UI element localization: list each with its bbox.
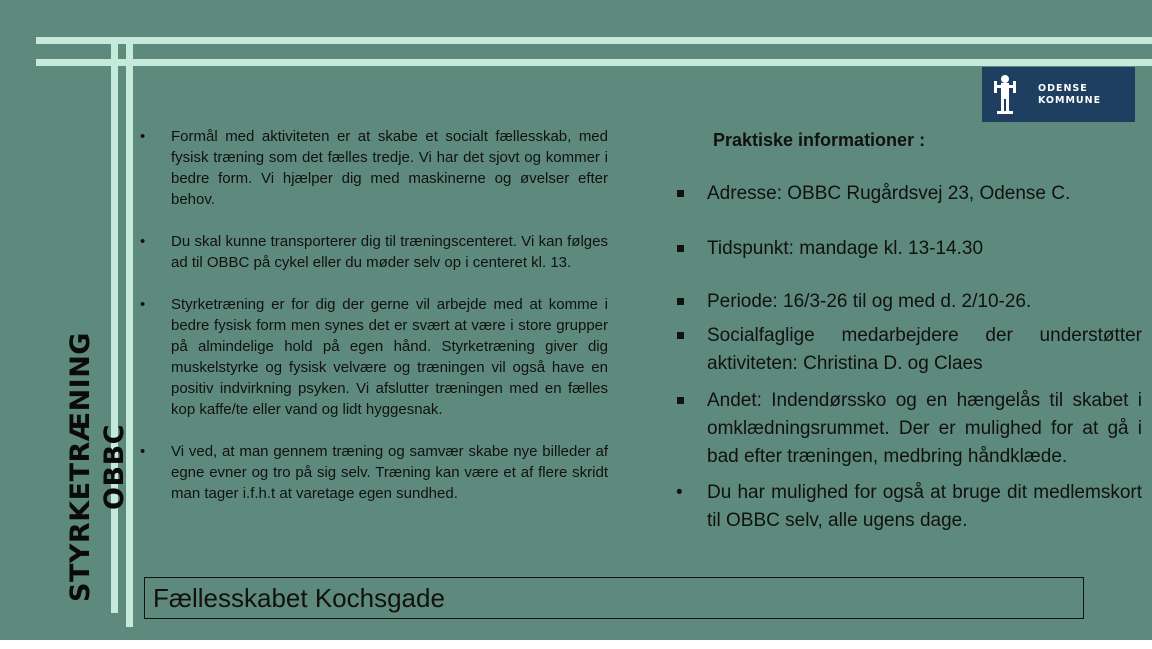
bullet-icon: • [140,443,146,460]
logo-text [1038,83,1101,107]
list-item [140,441,608,504]
info-item-period [676,288,1142,316]
info-item-membership [676,479,1142,535]
square-bullet-icon [677,332,684,339]
decorative-vertical-line [126,37,133,627]
square-bullet-icon [677,298,684,305]
list-item [140,126,608,210]
decorative-vertical-line [111,37,118,613]
info-heading: Praktiske informationer : [713,130,926,150]
square-bullet-icon [677,245,684,252]
info-item-time [676,235,1142,263]
footer-title: Fællesskabet Kochsgade [153,583,445,613]
footer-box [144,577,1084,619]
info-item-text: Tidspunkt: mandage kl. 13-14.30 [707,238,984,259]
list-item-text: Styrketræning er for dig der gerne vil arbejde med at komme i bedre fysisk form men synes det er svært at være i store grupper på almindelige hold på egen hånd. Styrketræning giver dig muskelstyrke og fysisk velvære og træningen vil også have en positiv indvirkning psyken. Vi afslutter træningen med en fælles kop kaffe/te eller vand og lidt hyggesnak. [171,296,608,418]
info-item-address [676,180,1142,208]
vertical-title: STYRKETRÆNING OBBC [65,332,130,602]
odense-kommune-logo [982,67,1135,122]
info-item-text: Du har mulighed for også at bruge dit medlemskort til OBBC selv, alle ugens dage. [707,482,1142,531]
practical-info-list [676,180,1142,535]
info-item-text: Socialfaglige medarbejdere der understøtter aktiviteten: Christina D. og Claes [707,325,1142,374]
list-item [140,294,608,420]
activity-description-list [140,126,608,525]
decorative-horizontal-line [36,37,1152,44]
square-bullet-icon [677,397,684,404]
info-item-text: Andet: Indendørssko og en hængelås til skabet i omklædningsrummet. Der er mulighed for at gå i bad efter træningen, medbring håndklæde. [707,390,1142,467]
list-item-text: Vi ved, at man gennem træning og samvær skabe nye billeder af egne evner og tro på sig selv. Træning kan være et af flere skridt man tager i.f.h.t at varetage egen sundhed. [171,443,608,502]
list-item-text: Formål med aktiviteten er at skabe et socialt fællesskab, med fysisk træning som det fælles tredje. Vi har det sjovt og kommer i bedre form. Vi hjælper dig med maskinerne og øvelser efter behov. [171,128,608,208]
info-item-text: Adresse: OBBC Rugårdsvej 23, Odense C. [707,183,1071,204]
info-item-text: Periode: 16/3-26 til og med d. 2/10-26. [707,291,1032,312]
bullet-icon: • [140,296,146,313]
list-item-text: Du skal kunne transporterer dig til træningscenteret. Vi kan følges ad til OBBC på cykel eller du møder selv op i centeret kl. 13. [171,233,608,271]
bullet-icon: • [140,128,146,145]
square-bullet-icon [677,190,684,197]
list-item [140,231,608,273]
decorative-horizontal-line [36,59,1152,66]
logo-line-2: KOMMUNE [1038,95,1102,106]
bullet-icon: • [676,482,683,503]
bullet-icon: • [140,233,146,250]
logo-line-1: ODENSE [1038,83,1088,94]
odense-crest-icon [992,73,1018,115]
info-item-other [676,387,1142,471]
info-item-staff [676,322,1142,378]
